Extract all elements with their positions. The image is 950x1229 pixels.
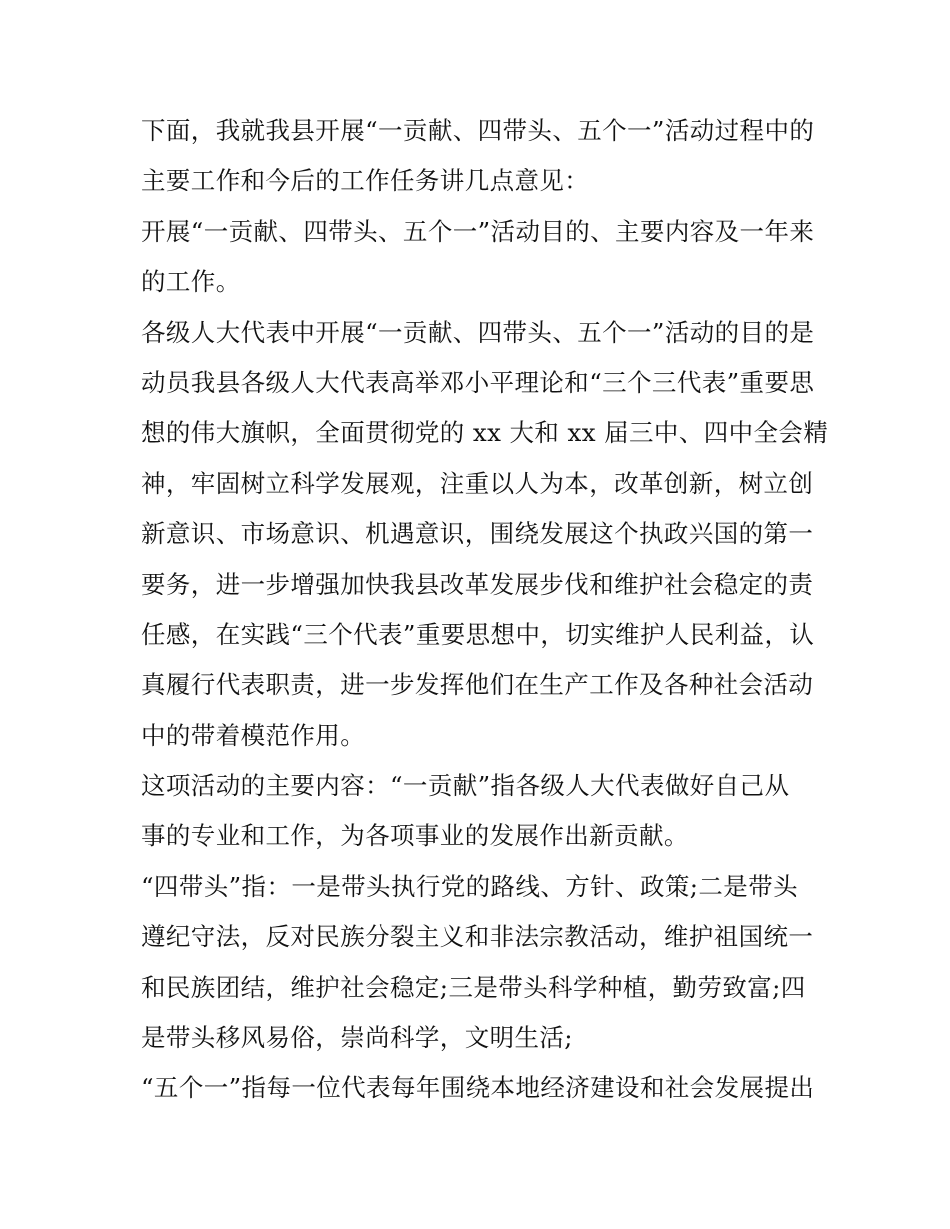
text-line: 这项活动的主要内容：“一贡献”指各级人大代表做好自己从 [141,771,790,801]
text-line: “五个一”指每一位代表每年围绕本地经济建设和社会发展提出 [141,1073,815,1103]
text-line: “四带头”指：一是带头执行党的路线、方针、政策;二是带头 [141,871,799,901]
text-line: 和民族团结，维护社会稳定;三是带头科学种植，勤劳致富;四 [141,972,806,1002]
text-line: 遵纪守法，反对民族分裂主义和非法宗教活动，维护祖国统一 [141,922,814,952]
text-line: 要务，进一步增强加快我县改革发展步伐和维护社会稳定的责 [141,569,814,599]
text-line: 新意识、市场意识、机遇意识，围绕发展这个执政兴国的第一 [141,519,814,549]
text-line: 真履行代表职责，进一步发挥他们在生产工作及各种社会活动 [141,670,814,700]
text-line: 主要工作和今后的工作任务讲几点意见： [141,166,590,196]
text-line: 下面，我就我县开展“一贡献、四带头、五个一”活动过程中的 [141,116,815,145]
text-line: 中的带着模范作用。 [141,720,366,750]
text-line: 开展“一贡献、四带头、五个一”活动目的、主要内容及一年来 [141,216,815,246]
document-body [141,106,829,1114]
text-line: 神，牢固树立科学发展观，注重以人为本，改革创新，树立创 [141,468,814,498]
text-line: 是带头移风易俗，崇尚科学，文明生活; [141,1023,573,1053]
text-line: 任感，在实践“三个代表”重要思想中，切实维护人民利益，认 [141,619,815,649]
text-line: 各级人大代表中开展“一贡献、四带头、五个一”活动的目的是 [141,317,815,347]
text-line: 事的专业和工作，为各项事业的发展作出新贡献。 [141,821,689,851]
text-line: 动员我县各级人大代表高举邓小平理论和“三个三代表”重要思 [141,367,815,397]
text-line: 想的伟大旗帜，全面贯彻党的 xx 大和 xx 届三中、四中全会精 [141,418,829,448]
text-line: 的工作。 [141,267,241,297]
